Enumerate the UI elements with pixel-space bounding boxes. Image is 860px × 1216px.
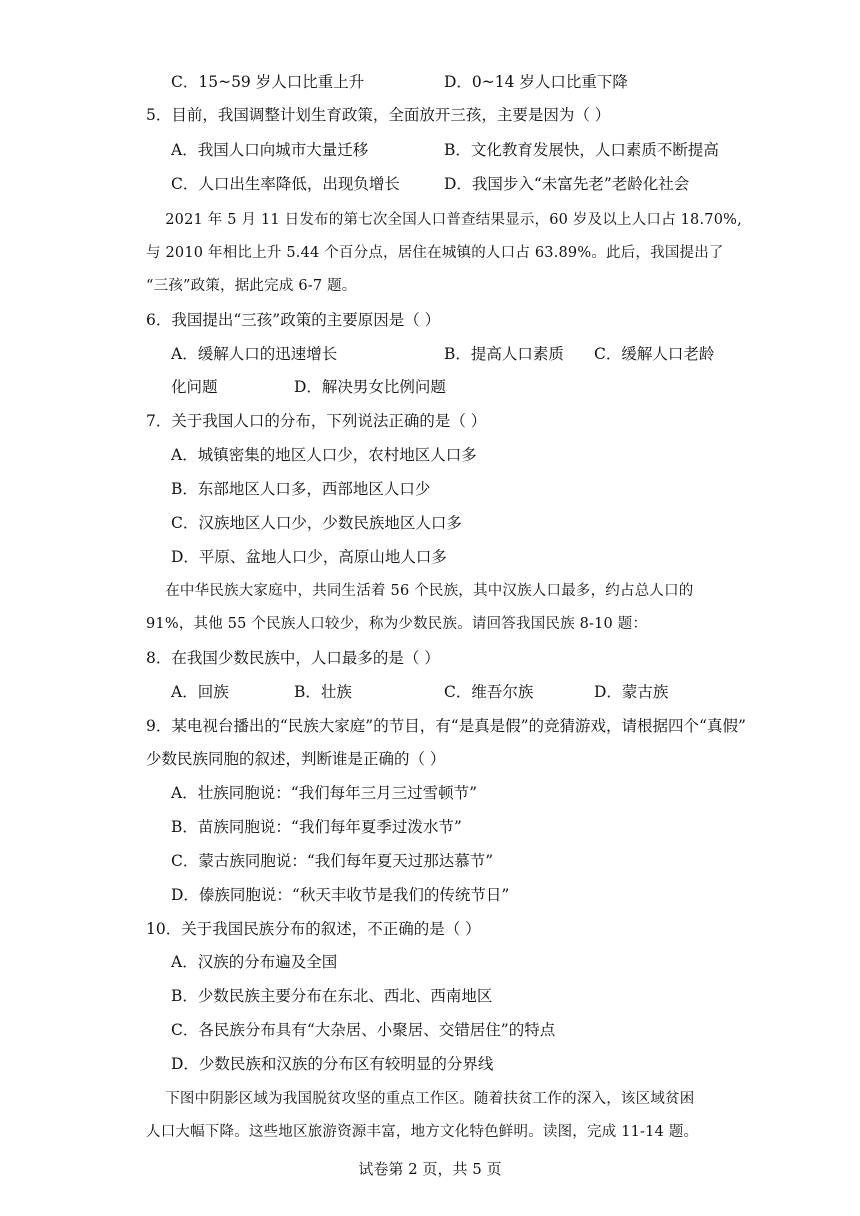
q6-option-d: D．解决男女比例问题: [294, 378, 446, 396]
q7-option-b: B．东部地区人口多，西部地区人口少: [171, 480, 431, 498]
q8-option-c: C．维吾尔族: [444, 683, 534, 701]
passage2-line1: 在中华民族大家庭中，共同生活着 56 个民族，其中汉族人口最多，约占总人口的: [146, 583, 694, 599]
q9-option-d: D．傣族同胞说：“秋天丰收节是我们的传统节日”: [171, 886, 510, 904]
q5-stem: 5．目前，我国调整计划生育政策，全面放开三孩，主要是因为（ ）: [146, 106, 611, 124]
q4-option-d: D．0~14 岁人口比重下降: [444, 73, 628, 91]
q10-option-c: C．各民族分布具有“大杂居、小聚居、交错居住”的特点: [171, 1021, 556, 1039]
passage3-line1: 下图中阴影区域为我国脱贫攻坚的重点工作区。随着扶贫工作的深入，该区域贫困: [146, 1091, 695, 1107]
q7-option-d: D．平原、盆地人口少，高原山地人口多: [171, 548, 447, 566]
q5-option-b: B．文化教育发展快，人口素质不断提高: [444, 141, 719, 159]
q5-option-c: C．人口出生率降低，出现负增长: [171, 175, 400, 193]
q9-option-c: C．蒙古族同胞说：“我们每年夏天过那达慕节”: [171, 852, 494, 870]
q10-option-b: B．少数民族主要分布在东北、西北、西南地区: [171, 987, 493, 1005]
q7-stem: 7．关于我国人口的分布，下列说法正确的是（ ）: [146, 412, 487, 430]
q5-option-a: A．我国人口向城市大量迁移: [171, 141, 369, 159]
q7-option-c: C．汉族地区人口少，少数民族地区人口多: [171, 514, 462, 532]
q10-option-d: D．少数民族和汉族的分布区有较明显的分界线: [171, 1055, 494, 1073]
q7-option-a: A．城镇密集的地区人口少，农村地区人口多: [171, 446, 477, 464]
q9-option-b: B．苗族同胞说：“我们每年夏季过泼水节”: [171, 818, 462, 836]
q8-option-a: A．回族: [171, 683, 229, 701]
q10-stem: 10．关于我国民族分布的叙述，不正确的是（ ）: [146, 920, 481, 938]
q6-stem: 6．我国提出“三孩”政策的主要原因是（ ）: [146, 311, 441, 329]
passage1-line1: 2021 年 5 月 11 日发布的第七次全国人口普查结果显示，60 岁及以上人口占 18.70%,: [146, 212, 742, 228]
q8-stem: 8．在我国少数民族中，人口最多的是（ ）: [146, 649, 440, 667]
q6-option-c-continued: 化问题: [171, 378, 218, 396]
q8-option-b: B．壮族: [294, 683, 352, 701]
q10-option-a: A．汉族的分布遍及全国: [171, 953, 338, 971]
q4-option-c: C．15~59 岁人口比重上升: [171, 73, 365, 91]
passage3-line2: 人口大幅下降。这些地区旅游资源丰富，地方文化特色鲜明。读图，完成 11-14 题。: [146, 1124, 699, 1140]
q9-stem-line1: 9．某电视台播出的“民族大家庭”的节目，有“是真是假”的竞猜游戏，请根据四个“真假”: [146, 717, 746, 735]
passage1-line3: “三孩”政策，据此完成 6-7 题。: [146, 278, 357, 294]
q5-option-d: D．我国步入“未富先老”老龄化社会: [444, 175, 690, 193]
q6-option-b: B．提高人口素质: [444, 345, 564, 363]
q6-option-a: A．缓解人口的迅速增长: [171, 345, 338, 363]
page-footer: 试卷第 2 页，共 5 页: [358, 1160, 502, 1178]
q8-option-d: D．蒙古族: [594, 683, 669, 701]
passage1-line2: 与 2010 年相比上升 5.44 个百分点，居住在城镇的人口占 63.89%。此后，我国提出了: [146, 245, 724, 261]
q6-option-c: C．缓解人口老龄: [594, 345, 715, 363]
passage2-line2: 91%，其他 55 个民族人口较少，称为少数民族。请回答我国民族 8-10 题：: [146, 616, 648, 632]
q9-stem-line2: 少数民族同胞的叙述，判断谁是正确的（ ）: [146, 750, 446, 768]
q9-option-a: A．壮族同胞说：“我们每年三月三过雪顿节”: [171, 784, 478, 802]
